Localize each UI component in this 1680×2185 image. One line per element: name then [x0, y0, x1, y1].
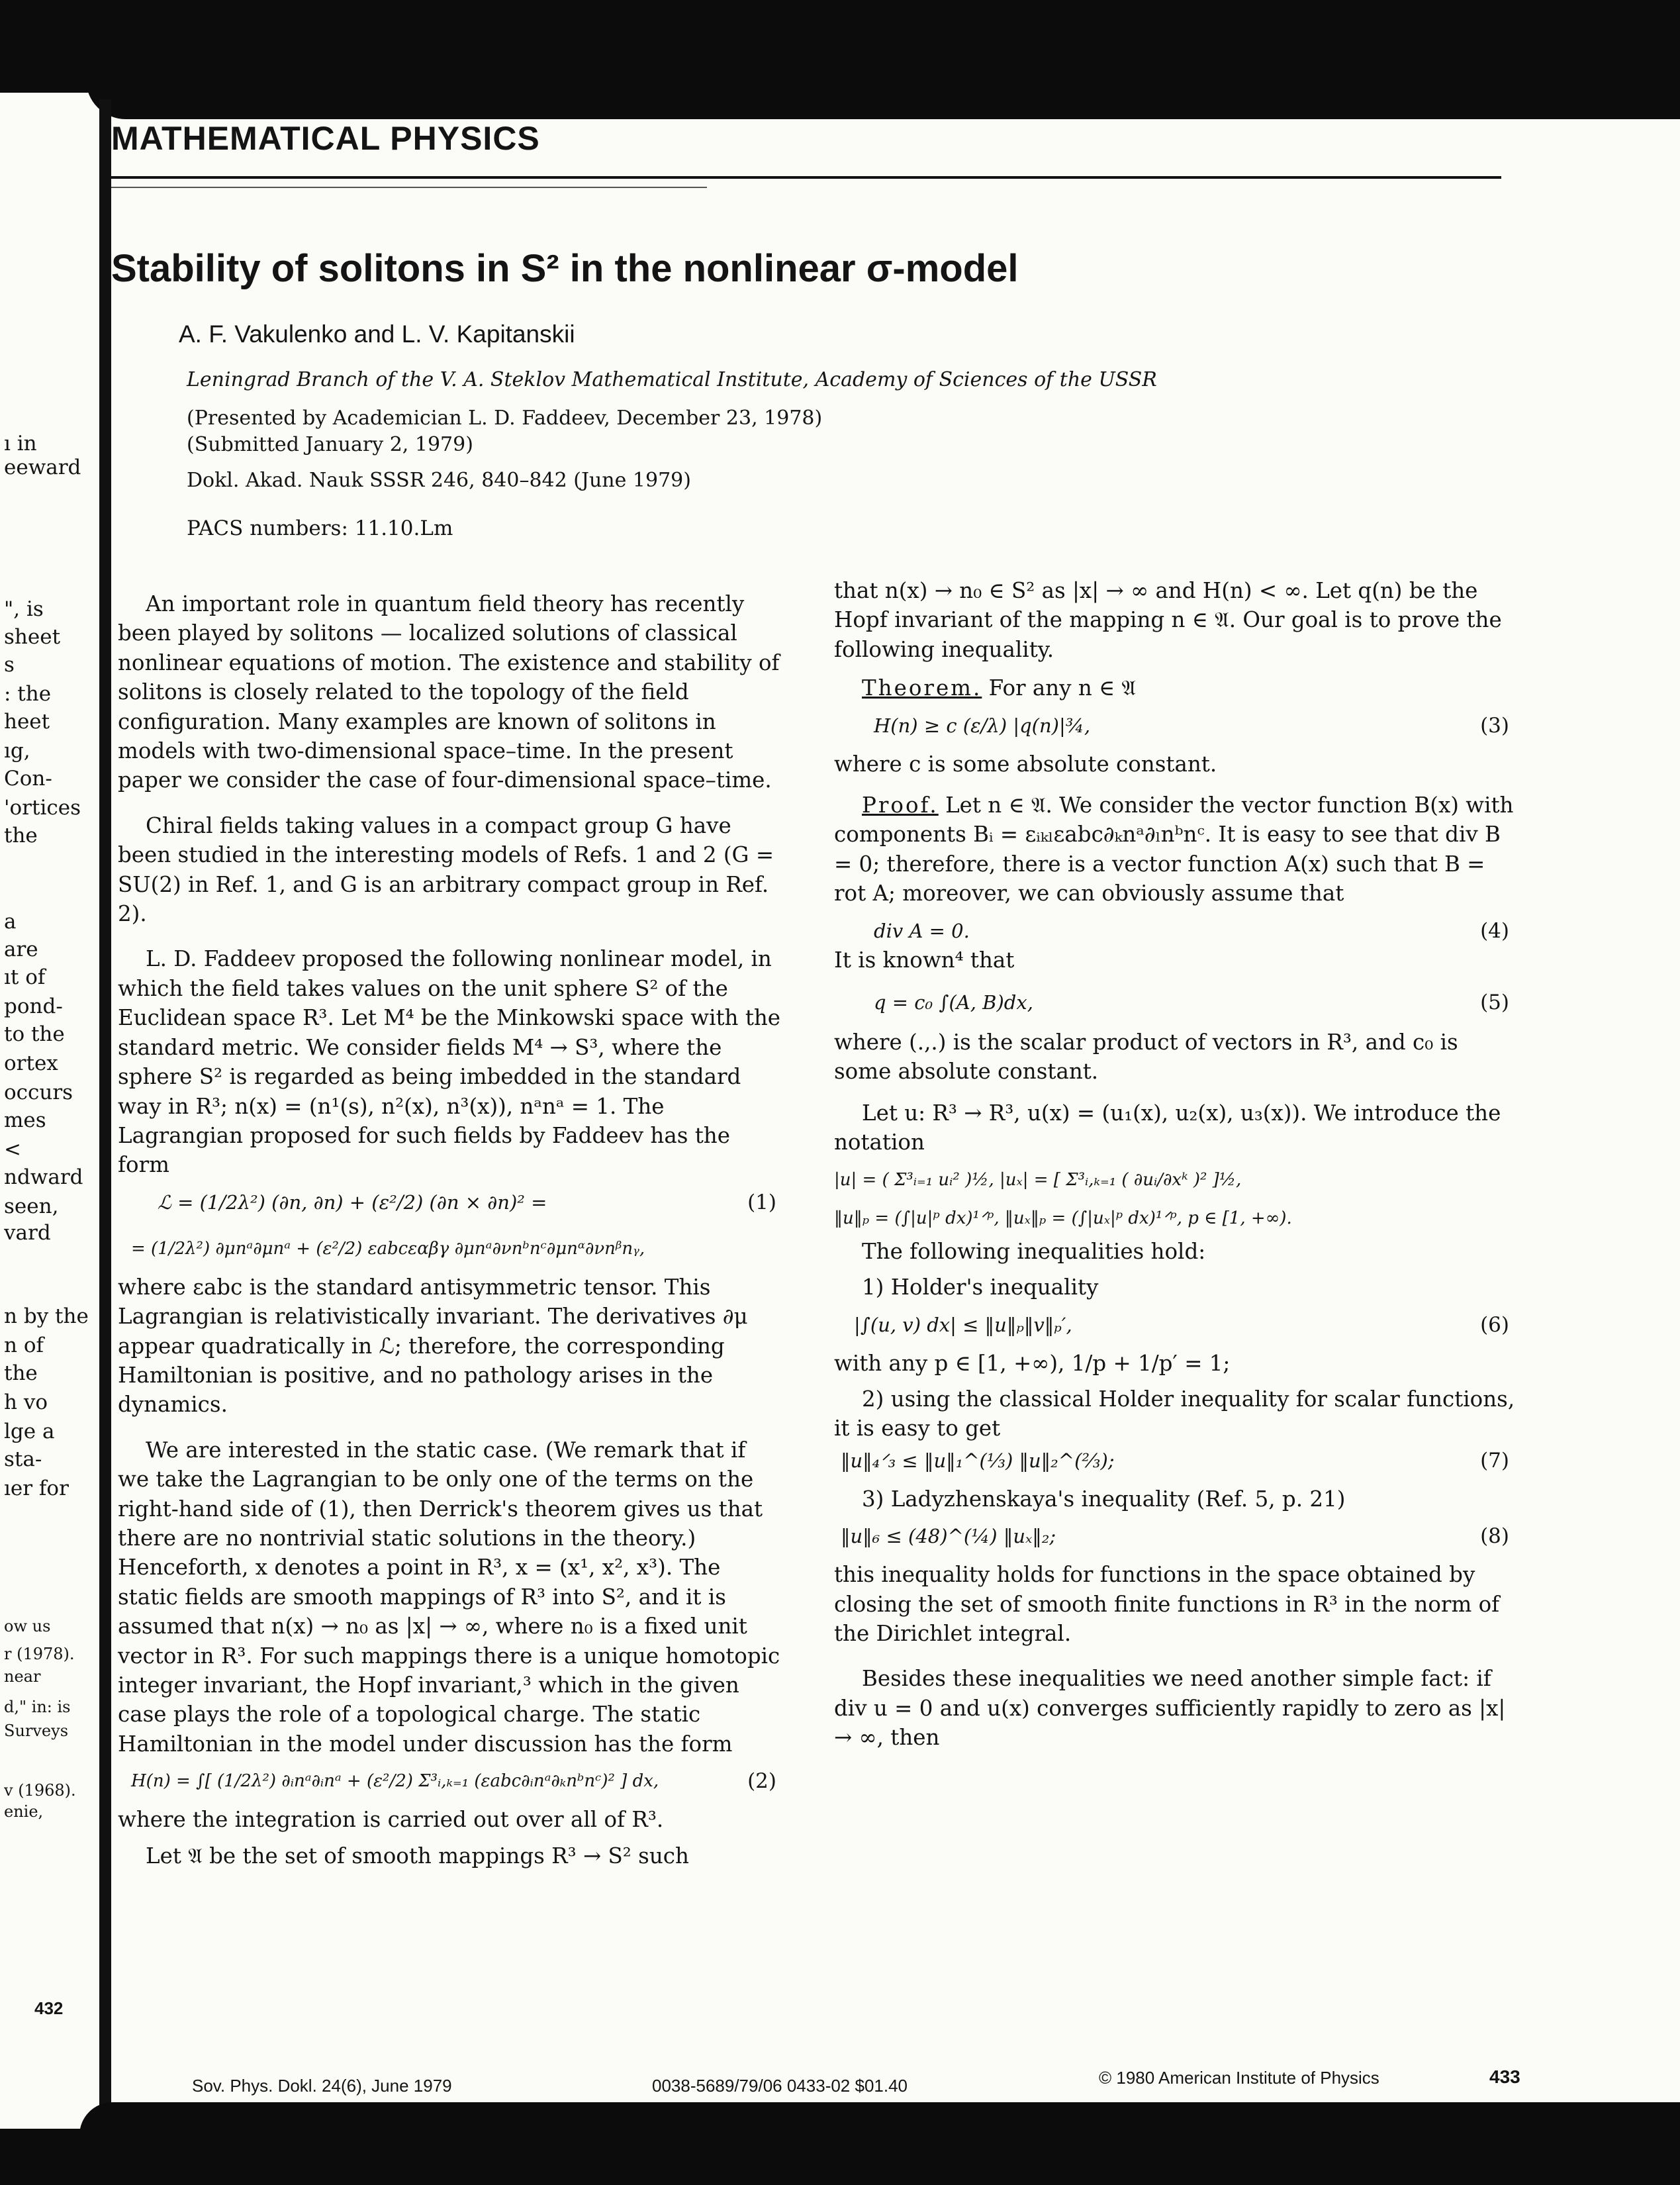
submitted-date: (Submitted January 2, 1979)	[187, 433, 473, 456]
equation-number: (8)	[1480, 1524, 1509, 1549]
pacs-numbers: PACS numbers: 11.10.Lm	[187, 516, 453, 540]
right-column	[834, 576, 1516, 1753]
equation-body: ℒ = (1/2λ²) (∂n, ∂n) + (ε²/2) (∂n × ∂n)² =	[158, 1190, 547, 1214]
paragraph: this inequality holds for functions in the space obtained by closing the set of smooth finite functions in R³ in the norm of the Dirichlet integral.	[834, 1562, 1500, 1646]
proof-label: Proof.	[862, 793, 939, 818]
paragraph: 1) Holder's inequality	[862, 1275, 1099, 1300]
margin-fragment: a	[4, 910, 17, 934]
paragraph: 2) using the classical Holder inequality for scalar functions, it is easy to get	[834, 1386, 1515, 1441]
margin-fragment: Con-	[4, 767, 52, 791]
margin-fragment: ıg,	[4, 739, 30, 763]
equation-number: (4)	[1480, 918, 1509, 943]
margin-fragment: occurs	[4, 1081, 73, 1104]
margin-fragment: ıer for	[4, 1477, 69, 1500]
equation-body: div A = 0.	[874, 919, 970, 942]
equation-8	[834, 1514, 1516, 1560]
paragraph: We are interested in the static case. (We remark that if we take the Lagrangian to be only one of the terms on the right-hand side of (1), then Derrick's theorem gives us that there are no nontrivial static solutions in the theory.) Henceforth, x denotes a point in R³, x = (x¹, x², x³). The static fields are smooth mappings of R³ into S², and it is assumed that n(x) → n₀ as |x| → ∞, where n₀ is a fixed unit vector in R³. For such mappings there is a unique homotopic integer invariant, the Hopf invariant,³ which in the given case plays the role of a topological charge. The static Hamiltonian in the model under discussion has the form	[118, 1437, 780, 1757]
margin-fragment: near	[4, 1667, 41, 1686]
equation-5	[834, 975, 1516, 1028]
paragraph: Chiral fields taking values in a compact group G have been studied in the interesting models of Refs. 1 and 2 (G = SU(2) in Ref. 1, and G is an arbitrary compact group in Ref. 2).	[118, 812, 774, 927]
footer-journal: Sov. Phys. Dokl. 24(6), June 1979	[192, 2076, 452, 2096]
equation-body: H(n) ≥ c (ε/λ) |q(n)|¾,	[874, 714, 1091, 737]
equation-body: H(n) = ∫[ (1/2λ²) ∂ᵢnᵃ∂ᵢnᵃ + (ε²/2) Σ³ᵢ,ₖ₌₁ (εabc∂ᵢnᵃ∂ₖnᵇnᶜ)² ] dx,	[131, 1771, 659, 1792]
equation-number: (6)	[1480, 1312, 1509, 1337]
margin-fragment: pond-	[4, 995, 63, 1018]
paragraph: The following inequalities hold:	[862, 1238, 1206, 1264]
paragraph: where c is some absolute constant.	[834, 751, 1217, 777]
theorem-label: Theorem.	[862, 675, 982, 701]
equation-body: |u| = ( Σ³ᵢ₌₁ uᵢ² )½, |uₓ| = [ Σ³ᵢ,ₖ₌₁ ( ∂uᵢ/∂xᵏ )² ]½,	[834, 1169, 1242, 1190]
margin-fragment: heet	[4, 710, 50, 734]
presented-by: (Presented by Academician L. D. Faddeev, December 23, 1978)	[187, 407, 823, 430]
theorem	[834, 673, 1516, 703]
equation-body: ‖u‖₄ᐟ₃ ≤ ‖u‖₁^(⅓) ‖u‖₂^(⅔);	[841, 1449, 1115, 1472]
margin-fragment: <	[4, 1138, 21, 1161]
section-heading: MATHEMATICAL PHYSICS	[111, 120, 540, 157]
margin-fragment: n of	[4, 1334, 44, 1357]
equation-6	[834, 1302, 1516, 1349]
equation-4	[834, 908, 1516, 946]
margin-fragment: vard	[4, 1221, 51, 1245]
header-rule-secondary	[111, 187, 707, 188]
equation-number: (3)	[1480, 713, 1509, 738]
proof	[834, 791, 1516, 908]
margin-fragment: ow us	[4, 1617, 51, 1635]
margin-fragment: ndward	[4, 1165, 83, 1189]
margin-fragment: Surveys	[4, 1722, 69, 1740]
paragraph: An important role in quantum field theory has recently been played by solitons — localized solutions of classical nonlinear equations of motion. The existence and stability of solitons is closely related to the topology of the field configuration. Many examples are known of solitons in models with two-dimensional space–time. In the present paper we consider the case of four-dimensional space–time.	[118, 591, 780, 793]
equation-body: ‖u‖₆ ≤ (48)^(¼) ‖uₓ‖₂;	[841, 1525, 1056, 1548]
margin-fragment: are	[4, 938, 38, 961]
margin-fragment: mes	[4, 1108, 46, 1132]
citation: Dokl. Akad. Nauk SSSR 246, 840–842 (June 1979)	[187, 469, 691, 492]
footer-code: 0038-5689/79/06 0433-02 $01.40	[652, 2076, 908, 2096]
margin-fragment: the	[4, 1361, 38, 1385]
margin-fragment: ortex	[4, 1051, 58, 1075]
margin-fragment: h vo	[4, 1390, 48, 1414]
equation-norms-1	[834, 1157, 1516, 1196]
margin-fragment: n by the	[4, 1304, 89, 1328]
equation-2	[118, 1759, 783, 1805]
paragraph: 3) Ladyzhenskaya's inequality (Ref. 5, p. 21)	[862, 1486, 1346, 1512]
margin-fragment: 'ortices	[4, 796, 81, 820]
equation-number: (5)	[1480, 991, 1509, 1015]
margin-fragment: r (1978).	[4, 1645, 75, 1663]
paragraph: It is known⁴ that	[834, 947, 1015, 973]
margin-fragment: ıt of	[4, 965, 46, 989]
equation-body: ‖u‖ₚ = (∫|u|ᵖ dx)¹ᐟᵖ, ‖uₓ‖ₚ = (∫|uₓ|ᵖ dx)¹ᐟᵖ, p ∈ [1, +∞).	[834, 1208, 1292, 1228]
equation-norms-2	[834, 1196, 1516, 1237]
equation-number: (7)	[1480, 1448, 1509, 1473]
margin-fragment: eeward	[4, 456, 81, 479]
margin-fragment: enie,	[4, 1802, 44, 1821]
equation-1a	[118, 1180, 783, 1226]
footer-copyright: © 1980 American Institute of Physics	[1099, 2068, 1379, 2088]
left-column	[118, 589, 783, 1870]
equation-number: (2)	[747, 1769, 776, 1794]
margin-fragment: : the	[4, 682, 52, 706]
equation-number: (1)	[747, 1190, 776, 1214]
article-title: Stability of solitons in S² in the nonlinear σ-model	[111, 247, 1019, 290]
margin-fragment: s	[4, 653, 15, 677]
margin-fragment: lge a	[4, 1420, 55, 1443]
equation-body: = (1/2λ²) ∂μnᵃ∂μnᵃ + (ε²/2) εabcεαβγ ∂μnᵃ∂νnᵇnᶜ∂μnᵅ∂νnᵝnᵧ,	[131, 1238, 645, 1259]
previous-page-number: 432	[34, 1998, 64, 2018]
authors: A. F. Vakulenko and L. V. Kapitanskii	[179, 320, 575, 348]
margin-fragment: sheet	[4, 625, 61, 649]
paragraph: Let 𝔄 be the set of smooth mappings R³ → S² such	[146, 1843, 689, 1869]
margin-fragment: ı in	[4, 432, 37, 456]
paragraph: L. D. Faddeev proposed the following nonlinear model, in which the field takes values on the unit sphere S² of the Euclidean space R³. Let M⁴ be the Minkowski space with the standard metric. We consider fields M⁴ → S³, where the sphere S² is regarded as being imbedded in the standard way in R³; n(x) = (n¹(s), n²(x), n³(x)), nᵃnᵃ = 1. The Lagrangian proposed for such fields by Faddeev has the form	[118, 946, 781, 1178]
scan-top-edge-shadow	[86, 73, 1680, 119]
page-number: 433	[1489, 2066, 1520, 2087]
paragraph: where εabc is the standard antisymmetric tensor. This Lagrangian is relativistically invariant. The derivatives ∂μ appear quadratically in ℒ; therefore, the corresponding Hamiltonian is positive, and no pathology arises in the dynamics.	[118, 1274, 748, 1418]
equation-3	[834, 703, 1516, 750]
paragraph: that n(x) → n₀ ∈ S² as |x| → ∞ and H(n) < ∞. Let q(n) be the Hopf invariant of the mapping n ∈ 𝔄. Our goal is to prove the following inequality.	[834, 578, 1502, 662]
margin-fragment: sta-	[4, 1447, 42, 1471]
equation-7	[834, 1443, 1516, 1484]
scan-bottom-edge-shadow	[79, 2102, 1680, 2135]
equation-body: |∫(u, v) dx| ≤ ‖u‖ₚ‖v‖ₚ′,	[854, 1313, 1072, 1336]
margin-fragment: v (1968).	[4, 1781, 76, 1800]
affiliation: Leningrad Branch of the V. A. Steklov Mathematical Institute, Academy of Sciences of the USSR	[187, 368, 1157, 391]
margin-fragment: the	[4, 824, 38, 848]
margin-fragment: to the	[4, 1022, 65, 1046]
equation-1b	[118, 1226, 783, 1273]
margin-fragment: seen,	[4, 1194, 59, 1218]
proof-text: Let n ∈ 𝔄. We consider the vector function B(x) with components Bᵢ = εᵢₖₗεabc∂ₖnᵃ∂ₗnᵇnᶜ. It is easy to see that div B = 0; therefore, there is a vector function A(x) such that B = rot A; moreover, we can obviously assume that	[834, 793, 1514, 906]
paragraph: where the integration is carried out over all of R³.	[118, 1807, 664, 1833]
scan-bottom-edge	[0, 2129, 1680, 2185]
theorem-text: For any n ∈ 𝔄	[988, 675, 1137, 701]
equation-body: q = c₀ ∫(A, B)dx,	[874, 991, 1033, 1014]
paragraph: Besides these inequalities we need another simple fact: if div u = 0 and u(x) converges sufficiently rapidly to zero as |x| → ∞, then	[834, 1666, 1506, 1751]
margin-fragment: ", is	[4, 597, 44, 621]
paragraph: Let u: R³ → R³, u(x) = (u₁(x), u₂(x), u₃(x)). We introduce the notation	[834, 1100, 1501, 1155]
paragraph: with any p ∈ [1, +∞), 1/p + 1/p′ = 1;	[834, 1350, 1231, 1376]
paragraph: where (.,.) is the scalar product of vectors in R³, and c₀ is some absolute constant.	[834, 1030, 1458, 1085]
header-rule	[111, 176, 1501, 179]
margin-fragment: d," in: is	[4, 1698, 71, 1716]
